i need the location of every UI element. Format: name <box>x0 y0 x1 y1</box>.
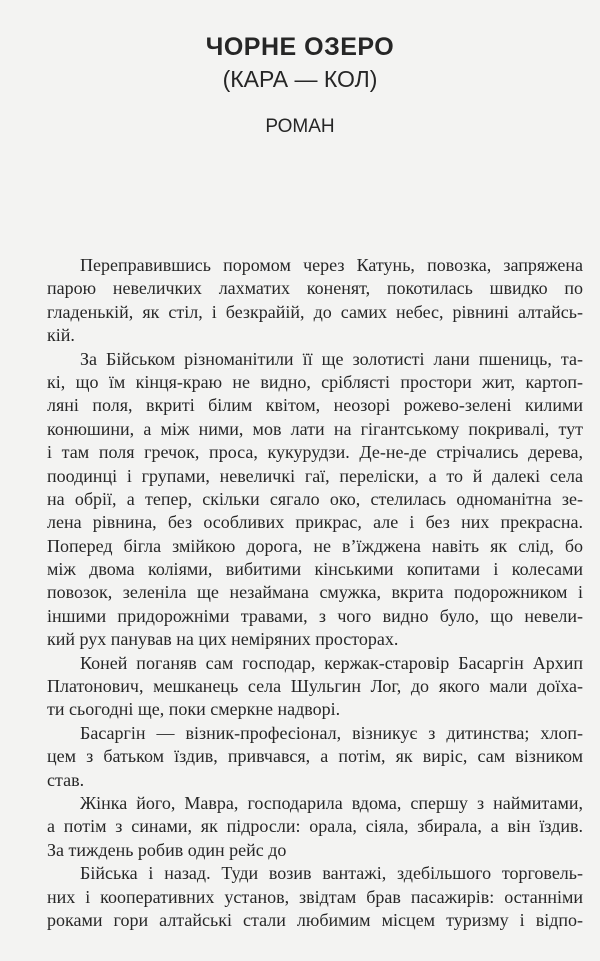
text-line: Платонович, мешканець села Шульгин Лог, до якого мали доїха- <box>47 676 583 697</box>
text-line: ляні поля, вкриті білим квітом, неозорі рожево-зелені килими <box>47 395 583 416</box>
text-line: кій. <box>47 325 75 346</box>
text-line: парою невеличких лахматих коненят, покотилась швидко по <box>47 278 583 299</box>
text-line: лена рівнина, без особливих прикрас, але і без них прекрасна. <box>47 512 583 533</box>
text-line: на обрії, а тепер, скільки сягало око, стелилась одноманітна зе- <box>47 488 583 509</box>
text-line: кі, що їм кінця-краю не видно, сріблясті простори жит, картоп- <box>47 371 583 392</box>
text-line: іншими придорожніми травами, з чого видно було, що невели- <box>47 605 583 626</box>
text-line: Бійська і назад. Туди возив вантажі, здебільшого торговель- <box>80 863 583 884</box>
text-line: ти сьогодні ще, поки смеркне надворі. <box>47 699 341 720</box>
text-line: став. <box>47 769 85 790</box>
text-line: між двома коліями, вибитими кінськими копитами і колесами <box>47 559 583 580</box>
text-line: цем з батьком їздив, привчався, а потім, як виріс, сам візником <box>47 746 583 767</box>
text-line: Поперед бігла змійкою дорога, не в’їждженa навіть як слід, бо <box>47 535 583 556</box>
text-line: них і кооперативних установ, звідтам брав пасажирів: останніми <box>47 886 583 907</box>
book-title: ЧОРНЕ ОЗЕРО <box>205 33 395 61</box>
text-line: Коней поганяв сам господар, кержак-старовір Басаргін Архип <box>80 652 583 673</box>
text-line: поодинці і групами, невеличкі гаї, переліски, а то й далекі села <box>47 465 583 486</box>
text-line: роками гори алтайські стали любимим місцем туризму і відпо- <box>47 909 583 930</box>
text-line: гладенькій, як стіл, і безкрайій, до самих небес, рівнині алтайсь- <box>47 301 583 322</box>
text-line: а потім з синами, як підросли: орала, сіяла, збирала, а він їздив. <box>47 816 583 837</box>
text-line: За тиждень робив один рейс до <box>47 839 287 860</box>
text-line: За Бійськом різноманітили її ще золотисті лани пшениць, та- <box>80 348 583 369</box>
book-subtitle: (КАРА — КОЛ) <box>222 66 378 92</box>
genre-label: РОМАН <box>265 116 335 137</box>
text-line: Жінка його, Мавра, господарила вдома, спершу з наймитами, <box>80 792 583 813</box>
text-line: повозок, зеленіла ще незаймана смужка, вкрита подорожником і <box>47 582 583 603</box>
text-line: Басаргін — візник-професіонал, візникує з дитинства; хлоп- <box>80 722 583 743</box>
text-line: конюшини, а між ними, мов лати на гігантському покривалі, тут <box>47 418 583 439</box>
body-text <box>47 254 583 932</box>
text-line: Переправившись поромом через Катунь, повозка, запряжена <box>80 255 583 275</box>
text-line: кий рух панував на цих неміряних просторах. <box>47 629 399 650</box>
text-line: і там поля гречок, проса, кукурудзи. Де-не-де стрічались дерева, <box>47 442 583 463</box>
